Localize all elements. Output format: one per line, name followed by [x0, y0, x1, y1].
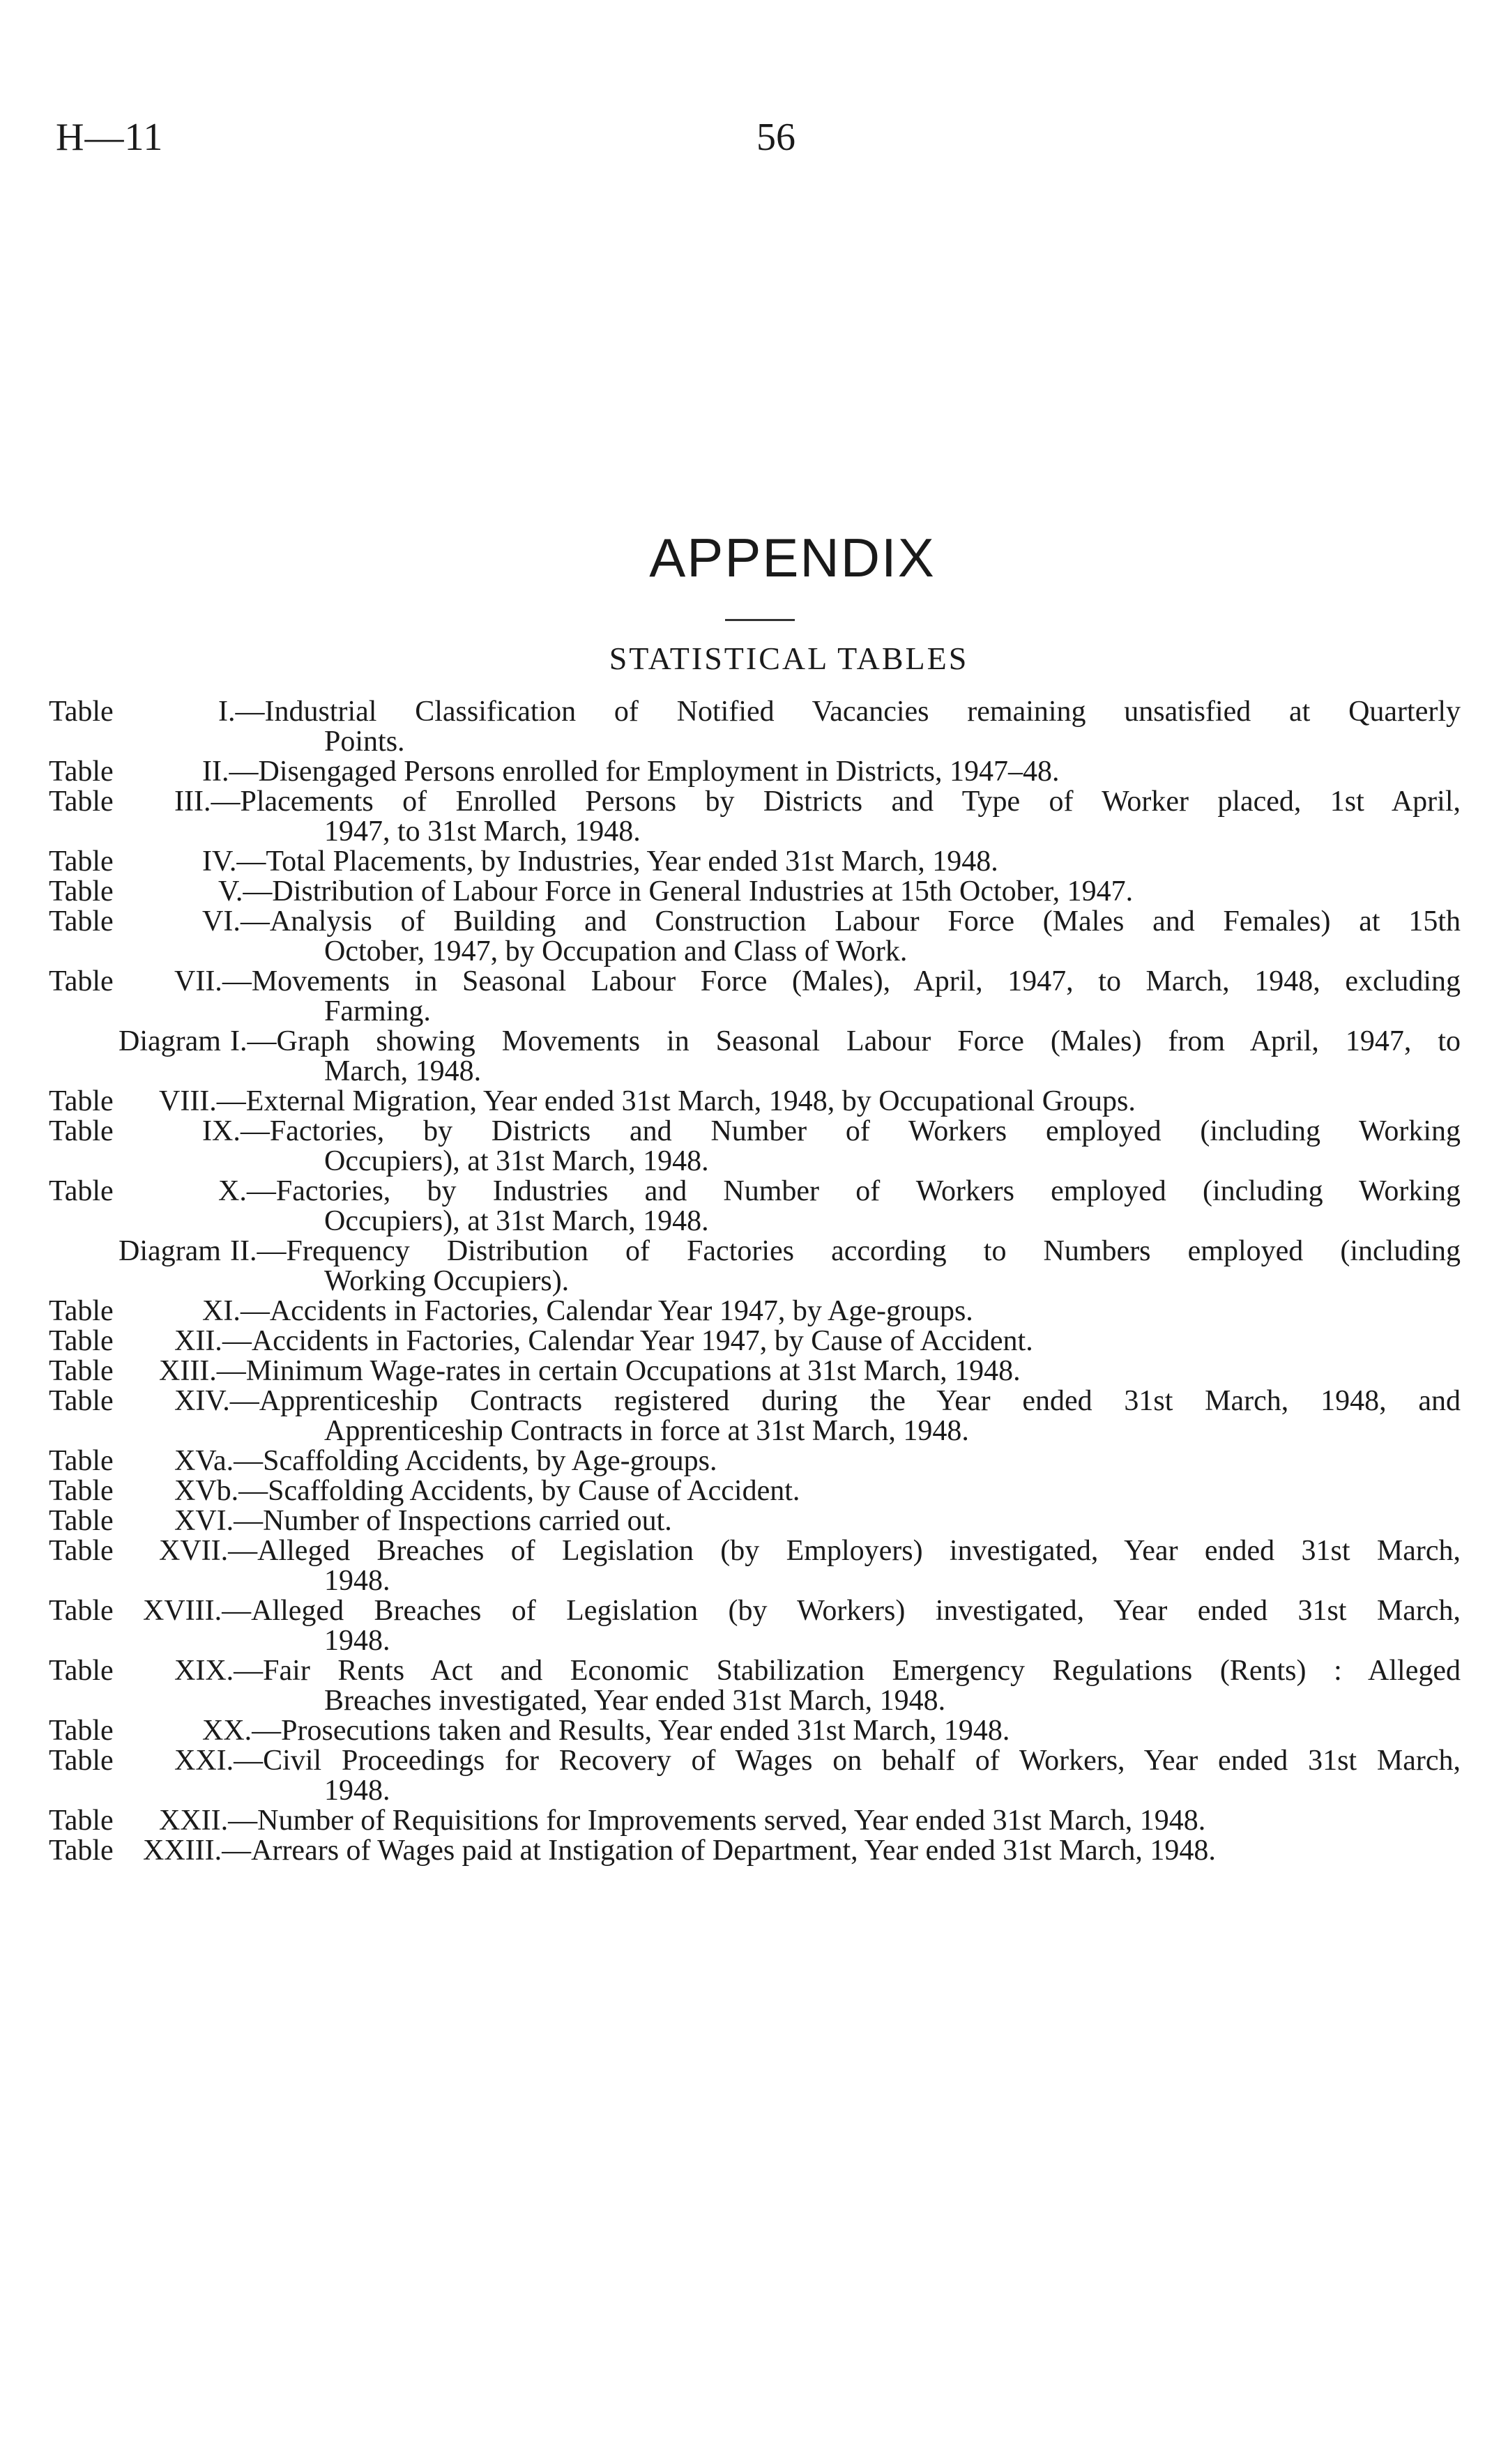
entry-kind: Table — [49, 786, 114, 818]
title-rule — [725, 619, 795, 621]
entry-title: —Total Placements, by Industries, Year ended 31st March, 1948. — [236, 845, 998, 878]
list-item — [49, 1087, 1461, 1117]
list-item — [49, 1177, 1461, 1237]
entry-kind: Table — [49, 1295, 114, 1327]
entry-number: XXI. — [174, 1745, 234, 1777]
entry-number: XVb. — [174, 1475, 239, 1507]
entry-number: I. — [230, 1025, 247, 1057]
entry-title: —Fair Rents Act and Economic Stabilization Emergency Regulations (Rents) : Alleged — [234, 1655, 1461, 1687]
entry-number: VI. — [202, 905, 241, 938]
entry-title-continuation: October, 1947, by Occupation and Class of Work. — [324, 935, 908, 967]
entry-kind: Table — [49, 1175, 114, 1207]
entry-number: XXIII. — [143, 1835, 222, 1867]
entry-title-continuation: Occupiers), at 31st March, 1948. — [324, 1205, 709, 1237]
section-subtitle: STATISTICAL TABLES — [609, 641, 969, 676]
entry-kind: Table — [49, 875, 114, 908]
entry-kind: Table — [49, 1475, 114, 1507]
entry-number: XI. — [202, 1295, 241, 1327]
entry-kind: Table — [49, 1715, 114, 1747]
entry-kind: Table — [49, 1835, 114, 1867]
entry-title-continuation: March, 1948. — [324, 1055, 482, 1087]
list-item — [49, 1117, 1461, 1177]
entry-title: —Placements of Enrolled Persons by Districts and Type of Worker placed, 1st April, — [211, 786, 1461, 818]
entry-kind: Table — [49, 1535, 114, 1567]
table-list — [49, 697, 1461, 1866]
list-item — [49, 877, 1461, 907]
list-item — [49, 787, 1461, 847]
list-item — [49, 1296, 1461, 1326]
entry-kind: Table — [49, 1745, 114, 1777]
entry-title-continuation: 1947, to 31st March, 1948. — [324, 816, 641, 848]
entry-title-continuation: Farming. — [324, 995, 431, 1027]
entry-title: —Factories, by Districts and Number of Workers employed (including Working — [240, 1115, 1461, 1147]
list-item — [49, 1446, 1461, 1476]
entry-kind: Table — [49, 965, 114, 997]
entry-number: VII. — [174, 965, 222, 997]
entry-title: —Scaffolding Accidents, by Cause of Accident. — [238, 1475, 800, 1507]
list-item — [49, 907, 1461, 967]
entry-title-continuation: Apprenticeship Contracts in force at 31st March, 1948. — [324, 1415, 969, 1447]
entry-title: —Apprenticeship Contracts registered during the Year ended 31st March, 1948, and — [229, 1385, 1461, 1417]
entry-number: I. — [218, 696, 236, 728]
entry-title: —Distribution of Labour Force in General Industries at 15th October, 1947. — [243, 875, 1134, 908]
entry-kind: Diagram — [119, 1025, 221, 1057]
entry-title: —Movements in Seasonal Labour Force (Males), April, 1947, to March, 1948, excluding — [222, 965, 1461, 997]
entry-number: VIII. — [159, 1085, 217, 1117]
entry-kind: Table — [49, 1355, 114, 1387]
entry-number: V. — [218, 875, 243, 908]
list-item — [49, 1506, 1461, 1536]
entry-title: —Graph showing Movements in Seasonal Labour Force (Males) from April, 1947, to — [247, 1025, 1461, 1057]
list-item — [49, 1356, 1461, 1386]
entry-title-continuation: Occupiers), at 31st March, 1948. — [324, 1145, 709, 1177]
entry-title: —Scaffolding Accidents, by Age-groups. — [234, 1445, 717, 1477]
entry-title-continuation: Working Occupiers). — [324, 1265, 570, 1297]
entry-kind: Table — [49, 1595, 114, 1627]
list-item — [49, 1716, 1461, 1746]
entry-title: —Industrial Classification of Notified Vacancies remaining unsatisfied at Quarterly — [235, 696, 1461, 728]
entry-number: X. — [218, 1175, 247, 1207]
list-item — [49, 847, 1461, 877]
entry-title: —Civil Proceedings for Recovery of Wages on behalf of Workers, Year ended 31st March, — [234, 1745, 1461, 1777]
entry-title: —Factories, by Industries and Number of Workers employed (including Working — [246, 1175, 1461, 1207]
entry-number: XVI. — [174, 1505, 234, 1537]
entry-kind: Table — [49, 1325, 114, 1357]
page-number: 56 — [756, 116, 795, 159]
entry-title-continuation: 1948. — [324, 1625, 390, 1657]
entry-number: XIII. — [159, 1355, 217, 1387]
entry-kind: Table — [49, 1805, 114, 1837]
entry-number: XVa. — [174, 1445, 234, 1477]
entry-number: XXII. — [159, 1805, 229, 1837]
entry-number: II. — [230, 1235, 257, 1267]
list-item — [49, 1746, 1461, 1806]
entry-number: III. — [174, 786, 211, 818]
entry-title-continuation: 1948. — [324, 1565, 390, 1597]
list-item — [49, 1326, 1461, 1356]
list-item — [49, 967, 1461, 1027]
entry-title-continuation: Breaches investigated, Year ended 31st March, 1948. — [324, 1685, 946, 1717]
entry-title: —Number of Inspections carried out. — [234, 1505, 672, 1537]
entry-number: XVII. — [159, 1535, 229, 1567]
document-reference: H—11 — [56, 116, 164, 159]
entry-kind: Table — [49, 756, 114, 788]
entry-title: —Arrears of Wages paid at Instigation of Department, Year ended 31st March, 1948. — [222, 1835, 1216, 1867]
entry-number: XIX. — [174, 1655, 234, 1687]
entry-number: IV. — [202, 845, 237, 878]
page-title: APPENDIX — [649, 527, 936, 588]
list-item — [49, 1596, 1461, 1656]
list-item — [49, 1836, 1461, 1866]
entry-kind: Table — [49, 1115, 114, 1147]
entry-kind: Table — [49, 1445, 114, 1477]
entry-number: XII. — [174, 1325, 222, 1357]
entry-kind: Table — [49, 845, 114, 878]
entry-kind: Diagram — [119, 1235, 221, 1267]
entry-number: XX. — [202, 1715, 252, 1747]
list-item — [49, 1027, 1461, 1087]
entry-title: —Accidents in Factories, Calendar Year 1947, by Cause of Accident. — [222, 1325, 1033, 1357]
entry-title: —Frequency Distribution of Factories according to Numbers employed (including — [257, 1235, 1461, 1267]
entry-kind: Table — [49, 696, 114, 728]
entry-title: —Minimum Wage-rates in certain Occupations at 31st March, 1948. — [216, 1355, 1021, 1387]
list-item — [49, 757, 1461, 787]
entry-number: II. — [202, 756, 229, 788]
entry-title-continuation: Points. — [324, 726, 405, 758]
list-item — [49, 1476, 1461, 1506]
entry-title: —Alleged Breaches of Legislation (by Workers) investigated, Year ended 31st March, — [222, 1595, 1461, 1627]
entry-title: —External Migration, Year ended 31st March, 1948, by Occupational Groups. — [216, 1085, 1136, 1117]
list-item — [49, 1656, 1461, 1716]
entry-kind: Table — [49, 1385, 114, 1417]
entry-title: —Prosecutions taken and Results, Year ended 31st March, 1948. — [252, 1715, 1010, 1747]
entry-kind: Table — [49, 1085, 114, 1117]
list-item — [49, 1237, 1461, 1296]
entry-number: IX. — [202, 1115, 241, 1147]
entry-kind: Table — [49, 1505, 114, 1537]
entry-title: —Accidents in Factories, Calendar Year 1947, by Age-groups. — [240, 1295, 973, 1327]
entry-number: XVIII. — [143, 1595, 222, 1627]
entry-kind: Table — [49, 1655, 114, 1687]
list-item — [49, 1536, 1461, 1596]
list-item — [49, 1386, 1461, 1446]
entry-title-continuation: 1948. — [324, 1775, 390, 1807]
entry-title: —Number of Requisitions for Improvements served, Year ended 31st March, 1948. — [228, 1805, 1206, 1837]
entry-title: —Analysis of Building and Construction Labour Force (Males and Females) at 15th — [240, 905, 1461, 938]
entry-title: —Alleged Breaches of Legislation (by Employers) investigated, Year ended 31st March, — [228, 1535, 1461, 1567]
list-item — [49, 697, 1461, 757]
list-item — [49, 1806, 1461, 1836]
entry-number: XIV. — [174, 1385, 230, 1417]
entry-title: —Disengaged Persons enrolled for Employment in Districts, 1947–48. — [229, 756, 1060, 788]
entry-kind: Table — [49, 905, 114, 938]
